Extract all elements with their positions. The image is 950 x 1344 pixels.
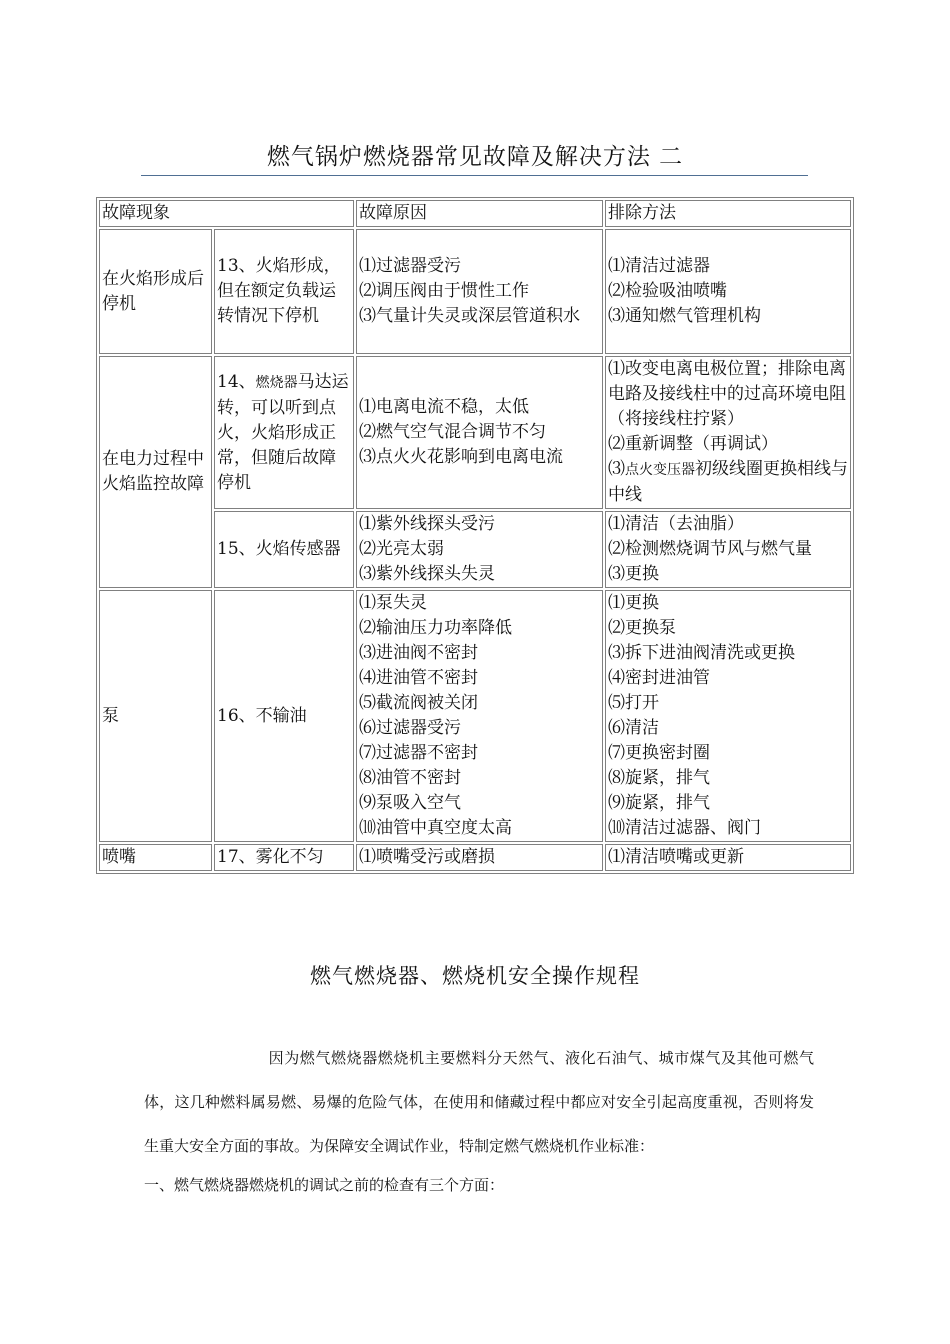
cause-cell bbox=[356, 356, 603, 509]
remedy-line: ⑵重新调整（再调试） bbox=[608, 434, 778, 454]
table-row bbox=[99, 844, 851, 871]
cause-line: ⑽油管中真空度太高 bbox=[359, 818, 512, 838]
remedy-prefix: ⑶ bbox=[608, 459, 625, 479]
section-title: 燃气燃烧器、燃烧机安全操作规程 bbox=[310, 964, 640, 988]
item-rest: 马达运转，可以听到点火，火焰形成正常，但随后故障停机 bbox=[217, 371, 349, 493]
remedy-line: ⑵检验吸油喷嘴 bbox=[608, 281, 727, 301]
remedy-rest: 初级线圈更换相线与中线 bbox=[608, 459, 848, 505]
phenomenon-cell: 喷嘴 bbox=[99, 844, 212, 871]
remedy-line: ⑺更换密封圈 bbox=[608, 743, 710, 763]
cause-line: ⑷进油管不密封 bbox=[359, 668, 478, 688]
paragraph-text: 因为燃气燃烧器燃烧机主要燃料分天然气、液化石油气、城市煤气及其他可燃气体，这几种燃料属易燃、易爆的危险气体，在使用和储藏过程中都应对安全引起高度重视，否则将发生重大安全方面的事故。为保障安全调试作业，特制定燃气燃烧机作业标准： bbox=[144, 1049, 814, 1155]
remedy-line: ⑸打开 bbox=[608, 693, 659, 713]
cause-line: ⑹过滤器受污 bbox=[359, 718, 461, 738]
item-small-text: 燃烧器 bbox=[255, 374, 298, 391]
remedy-line: ⑴清洁过滤器 bbox=[608, 256, 710, 276]
remedy-cell bbox=[605, 590, 851, 842]
cause-line: ⑵调压阀由于惯性工作 bbox=[359, 281, 529, 301]
title-underline bbox=[141, 175, 808, 176]
cause-line: ⑴电离电流不稳，太低 bbox=[359, 397, 529, 417]
remedy-line bbox=[608, 457, 848, 508]
remedy-cell: ⑴清洁喷嘴或更新 bbox=[605, 844, 851, 871]
remedy-line: ⑴清洁（去油脂） bbox=[608, 514, 744, 534]
cause-line: ⑵燃气空气混合调节不匀 bbox=[359, 422, 546, 442]
page-title: 燃气锅炉燃烧器常见故障及解决方法 二 bbox=[266, 144, 684, 170]
remedy-line: ⑶更换 bbox=[608, 564, 659, 584]
remedy-cell bbox=[605, 229, 851, 354]
remedy-small-text: 点火变压器 bbox=[625, 462, 695, 478]
remedy-line: ⑻旋紧，排气 bbox=[608, 768, 710, 788]
cause-line: ⑵光亮太弱 bbox=[359, 539, 444, 559]
remedy-line: ⑼旋紧，排气 bbox=[608, 793, 710, 813]
cause-line: ⑶点火火花影响到电离电流 bbox=[359, 447, 563, 467]
remedy-cell bbox=[605, 356, 851, 509]
header-remedy: 排除方法 bbox=[605, 200, 851, 227]
phenomenon-cell: 在火焰形成后停机 bbox=[99, 229, 212, 354]
remedy-line: ⑶通知燃气管理机构 bbox=[608, 306, 761, 326]
remedy-line: ⑵更换泵 bbox=[608, 618, 676, 638]
table-row bbox=[99, 590, 851, 842]
cause-cell: ⑴喷嘴受污或磨损 bbox=[356, 844, 603, 871]
table-row bbox=[99, 356, 851, 509]
remedy-line: ⑴改变电离电极位置；排除电离电路及接线柱中的过高环境电阻（将接线柱拧紧） bbox=[608, 359, 846, 429]
cause-cell bbox=[356, 511, 603, 588]
remedy-line: ⑴更换 bbox=[608, 593, 659, 613]
cause-cell bbox=[356, 229, 603, 354]
cause-line: ⑺过滤器不密封 bbox=[359, 743, 478, 763]
cause-line: ⑻油管不密封 bbox=[359, 768, 461, 788]
item-cell bbox=[214, 356, 354, 509]
remedy-line: ⑶拆下进油阀清洗或更换 bbox=[608, 643, 795, 663]
header-cause: 故障原因 bbox=[356, 200, 603, 227]
phenomenon-cell: 泵 bbox=[99, 590, 212, 842]
phenomenon-cell: 在电力过程中火焰监控故障 bbox=[99, 356, 212, 588]
cause-line: ⑼泵吸入空气 bbox=[359, 793, 461, 813]
cause-cell bbox=[356, 590, 603, 842]
cause-line: ⑴紫外线探头受污 bbox=[359, 514, 495, 534]
cause-line: ⑶紫外线探头失灵 bbox=[359, 564, 495, 584]
remedy-line: ⑵检测燃烧调节风与燃气量 bbox=[608, 539, 812, 559]
cause-line: ⑸截流阀被关闭 bbox=[359, 693, 478, 713]
remedy-cell bbox=[605, 511, 851, 588]
table-header-row bbox=[99, 200, 851, 227]
item-cell: 15、火焰传感器 bbox=[214, 511, 354, 588]
remedy-line: ⑷密封进油管 bbox=[608, 668, 710, 688]
cause-line: ⑶进油阀不密封 bbox=[359, 643, 478, 663]
cause-line: ⑵输油压力功率降低 bbox=[359, 618, 512, 638]
remedy-line: ⑽清洁过滤器、阀门 bbox=[608, 818, 761, 838]
item-cell: 16、不输油 bbox=[214, 590, 354, 842]
cause-line: ⑴泵失灵 bbox=[359, 593, 427, 613]
subheading: 一、燃气燃烧器燃烧机的调试之前的检查有三个方面： bbox=[144, 1176, 505, 1194]
fault-table bbox=[96, 197, 854, 874]
header-phenomenon: 故障现象 bbox=[99, 200, 354, 227]
item-prefix: 14、 bbox=[217, 371, 256, 392]
intro-paragraph bbox=[144, 1036, 814, 1168]
table-row bbox=[99, 229, 851, 354]
item-cell: 13、火焰形成，但在额定负载运转情况下停机 bbox=[214, 229, 354, 354]
item-cell: 17、雾化不匀 bbox=[214, 844, 354, 871]
remedy-line: ⑹清洁 bbox=[608, 718, 659, 738]
cause-line: ⑶气量计失灵或深层管道积水 bbox=[359, 306, 580, 326]
cause-line: ⑴过滤器受污 bbox=[359, 256, 461, 276]
